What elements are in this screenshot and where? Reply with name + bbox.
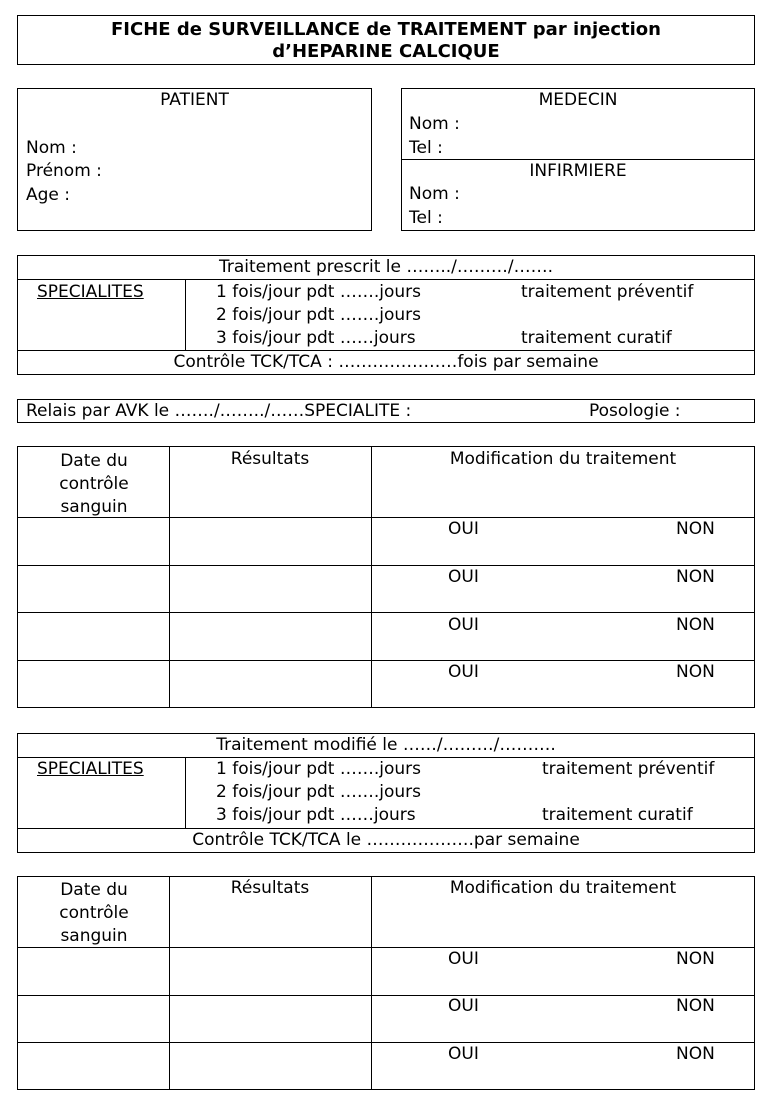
traitement-prescrit-col-divider [185,279,186,350]
table-2-col-divider-2 [371,876,372,1090]
relais-avk-text[interactable]: Relais par AVK le ……./……../……SPECIALITE : [26,401,412,421]
traitement-preventif-label: traitement préventif [521,282,694,302]
patient-nom-field[interactable]: Nom : [26,138,77,158]
patient-age-field[interactable]: Age : [26,185,71,205]
title-line-2: d’HEPARINE CALCIQUE [272,41,500,62]
traitement-modifie-col-divider [185,757,186,828]
dose-1-fois-modifie[interactable]: 1 fois/jour pdt …….jours [216,759,422,779]
table-2-header-modification: Modification du traitement [449,878,677,898]
medecin-divider [401,159,755,160]
table-2-row-3-oui[interactable]: OUI [448,1044,479,1064]
table-1-row-3-non[interactable]: NON [676,615,715,635]
dose-3-fois[interactable]: 3 fois/jour pdt ……jours [216,328,416,348]
infirmiere-tel-field[interactable]: Tel : [409,208,443,228]
table-1-header-resultats: Résultats [230,449,310,469]
table-2-row-2-non[interactable]: NON [676,996,715,1016]
dose-1-fois[interactable]: 1 fois/jour pdt …….jours [216,282,422,302]
traitement-prescrit-date[interactable]: Traitement prescrit le ……../………/……. [218,257,554,277]
table-1-row-2-oui[interactable]: OUI [448,567,479,587]
table-2-row-divider [17,1042,755,1043]
table-1-col-divider-1 [169,446,170,708]
table-2-row-divider [17,995,755,996]
traitement-prescrit-footer-divider [17,350,755,351]
table-2-row-1-non[interactable]: NON [676,949,715,969]
posologie-label[interactable]: Posologie : [589,401,681,421]
table-2-row-2-oui[interactable]: OUI [448,996,479,1016]
table-1-row-1-oui[interactable]: OUI [448,519,479,539]
table-2-row-3-non[interactable]: NON [676,1044,715,1064]
medecin-nom-field[interactable]: Nom : [409,114,460,134]
table-2-col-divider-1 [169,876,170,1090]
controle-tck-tca-1[interactable]: Contrôle TCK/TCA : …………………fois par semaine [173,352,599,372]
table-1-row-3-oui[interactable]: OUI [448,615,479,635]
table-1-header-modification: Modification du traitement [449,449,677,469]
medecin-header: MEDECIN [538,90,618,110]
specialites-label-1: SPECIALITES [37,282,144,302]
table-1-row-2-non[interactable]: NON [676,567,715,587]
specialites-label-2: SPECIALITES [37,759,144,779]
table-2-header-resultats: Résultats [230,878,310,898]
traitement-curatif-label: traitement curatif [521,328,672,348]
patient-prenom-field[interactable]: Prénom : [26,161,102,181]
table-1-row-1-non[interactable]: NON [676,519,715,539]
traitement-modifie-date[interactable]: Traitement modifié le ……/………/………. [216,735,556,755]
title-line-1: FICHE de SURVEILLANCE de TRAITEMENT par injection [111,19,661,40]
dose-2-fois-modifie[interactable]: 2 fois/jour pdt …….jours [216,782,422,802]
table-1-header-date: Date du contrôle sanguin [59,451,129,517]
dose-2-fois[interactable]: 2 fois/jour pdt …….jours [216,305,422,325]
traitement-modifie-footer-divider [17,828,755,829]
controle-tck-tca-2[interactable]: Contrôle TCK/TCA le ……………….par semaine [192,830,580,850]
table-1-row-divider [17,612,755,613]
table-2-header-date: Date du contrôle sanguin [59,880,129,946]
dose-3-fois-modifie[interactable]: 3 fois/jour pdt ……jours [216,805,416,825]
table-1-row-divider [17,565,755,566]
infirmiere-header: INFIRMIERE [529,161,627,181]
traitement-preventif-label-2: traitement préventif [542,759,715,779]
traitement-curatif-label-2: traitement curatif [542,805,693,825]
table-1-row-4-oui[interactable]: OUI [448,662,479,682]
medecin-tel-field[interactable]: Tel : [409,138,443,158]
table-2-row-1-oui[interactable]: OUI [448,949,479,969]
traitement-prescrit-header-divider [17,279,755,280]
traitement-modifie-header-divider [17,757,755,758]
table-1-col-divider-2 [371,446,372,708]
table-1-row-4-non[interactable]: NON [676,662,715,682]
patient-header: PATIENT [160,90,229,110]
table-1-row-divider [17,660,755,661]
infirmiere-nom-field[interactable]: Nom : [409,184,460,204]
